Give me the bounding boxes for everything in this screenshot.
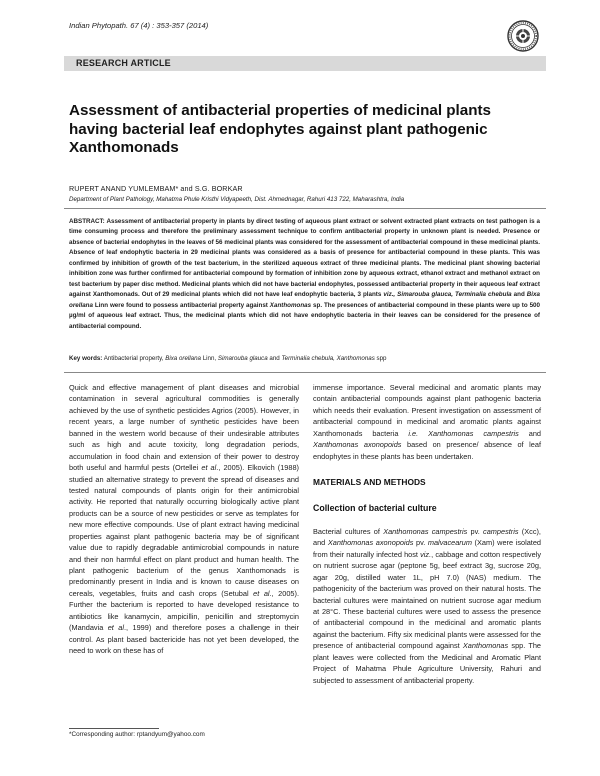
article-title — [69, 102, 539, 158]
keywords-text: Antibacterial property, — [102, 355, 166, 362]
title-line: Xanthomonads — [69, 139, 179, 157]
abstract-text: Assessment of antibacterial property in plants by direct testing of aqueous plant extract or solvent extracted plant extracts on test pathogen is a time consuming process and therefore the preliminary assessment technique to confirm antibacterial property in unknown plant is needed. Presence or absence of bacterial endophytes in the leaves of 56 medicinal plants was considered for the assessment of antibacterial compound in these medicinal plants. Absence of leaf endophytic bacteria in 29 medicinal plants was considered as a basis of presence for antibacterial compound in these plants. This was confirmed by inhibition of growth of the test bacterium, in the sterilized aqueous extract of three medicinal plants. The medicinal plant showing bacterial inhibition zone was further confirmed for antibacterial compound by formation of inhibition zone by aqueous extract, ethanol extract and methanol extract on test bacterium by paper disc method. Medicinal plants which did not have bacterial endophytes, possessed antibacterial property in their aqueous leaf extract against Xanthomonads. Out of 29 medicinal plants which did not have leaf endophytic bacteria, 3 plants — [69, 218, 540, 299]
authors: RUPERT ANAND YUMLEMBAM* and S.G. BORKAR — [69, 184, 243, 193]
subsection-heading-culture: Collection of bacterial culture — [313, 502, 437, 513]
affiliation: Department of Plant Pathology, Mahatma Phule Kristhi Vidyapeeth, Dist. Ahmednagar, Rahuri 413 722, Maharashtra, India — [69, 196, 405, 203]
keywords — [69, 355, 540, 362]
keywords-text: Linn, — [200, 355, 218, 362]
keywords-heading: Key words: — [69, 355, 103, 362]
abstract-text: Bixa orellana — [69, 291, 540, 309]
divider-rule — [64, 208, 546, 209]
society-seal-logo — [507, 20, 539, 52]
body-paragraph: Quick and effective management of plant diseases and microbial contamination in several agricultural commodities is generally achieved by the use of synthetic pesticides Agrios (2005). However, in recent years, a large number of synthetic pesticides have been banned in the western world because of their undesirable attributes such as high and acute toxicity, long degradation periods, accumulation in food chain and extension of their power to destroy both useful and harmful pests (Ortellei et al., 2005). Elkovich (1988) studied an alternative strategy to prevent the spread of diseases and tested natural compounds of plants origin for their antimicrobial activity. He reported that naturally occurring biologically active plant products can be a source of new pesticides or serve as templates for new more effective compounds. Use of plant extract having medicinal properties against plant pathogenic bacteria may be of significant value due to rapidly degradable antimicrobial compounds in nature and their non harmful effect on plant product and human health. The plant pathogenic bacterium of the genus Xanthomonads is predominantly present in India and is known to cause diseases on cereals, vegetables, fruits and cash crops (Setubal et al., 2005). Further the bacterium is reported to have developed resistance to antibiotics like kanamycin, ampicillin, penicillin and streptomycin (Mandavia et al., 1999) and therefore poses a challenge in their control. As plant based bactericide has not yet been developed, the need to work on these has of — [69, 383, 300, 656]
keywords-text: spp — [374, 355, 387, 362]
keywords-text: Terminalia chebula, Xanthomonas — [281, 355, 375, 362]
section-heading-methods: MATERIALS AND METHODS — [313, 477, 426, 488]
abstract-heading: ABSTRACT: — [69, 218, 105, 225]
keywords-text: and — [267, 355, 282, 362]
abstract-text: Linn were found to possess antibacterial property against — [92, 301, 270, 309]
divider-rule — [64, 372, 546, 373]
abstract-text: and — [511, 291, 527, 299]
abstract — [69, 217, 540, 332]
body-paragraph: Bacterial cultures of Xanthomonas campestris pv. campestris (Xcc), and Xanthomonas axonopoids pv. malvacearum (Xam) were isolated from their naturally infected host viz., cabbage and cotton respectively on nutrient sucrose agar (peptone 5g, beef extract 3g, sucrose 20g, agar 20g, distilled water 1L, pH 7.0) (NAS) medium. The pathogenicity of the bacterium was proved on their natural hosts. The bacterial cultures were maintained on nutrient sucrose agar medium at 28°C. These bacterial cultures were used to assess the presence of antibacterial compound in the medicinal and aromatic plants against the bacterium. Fifty six medicinal plants were assessed for the presence of antibacterial compound against Xanthomonas spp. The plant leaves were collected from the Medicinal and Aromatic Plant Project of Mahatma Phule Agriculture University, Rahuri and subjected to assessment of antibacterial property. — [313, 526, 541, 685]
title-line: having bacterial leaf endophytes against plant pathogenic — [69, 120, 488, 138]
footnote-rule — [69, 728, 159, 729]
body-column-left — [69, 382, 299, 657]
keywords-text: Simarouba glauca — [217, 355, 268, 362]
body-column-right — [313, 382, 541, 686]
abstract-text: sp. The presences of antibacterial compound in these plants were up to 500 µg/ml of aqueous leaf extract. Thus, the medicinal plants which did not have endophytic bacteria in their leaves can be considered for the presence of antibacterial compound. — [69, 301, 540, 330]
keywords-text: Bixa orellana — [165, 355, 201, 362]
body-paragraph: immense importance. Several medicinal and aromatic plants may contain antibacterial compounds against plant pathogenic bacteria which needs their evaluation. Present investigation on assessment of antibacterial compound in medicinal and aromatic plants against Xanthomonads bacteria i.e. Xanthomonas campestris and Xanthomonas axonopoids based on presence/ absence of leaf endophytes in these plants has been undertaken. — [313, 383, 542, 461]
footnote: *Corresponding author: rptandyum@yahoo.com — [69, 731, 205, 738]
section-label: RESEARCH ARTICLE — [76, 57, 171, 68]
title-line: Assessment of antibacterial properties of medicinal plants — [69, 102, 491, 119]
journal-reference: Indian Phytopath. 67 (4) : 353-357 (2014) — [69, 21, 209, 30]
abstract-text: Xanthomonas — [269, 301, 312, 309]
abstract-text: viz., Simarouba glauca, Terminalia chebula — [383, 291, 512, 299]
